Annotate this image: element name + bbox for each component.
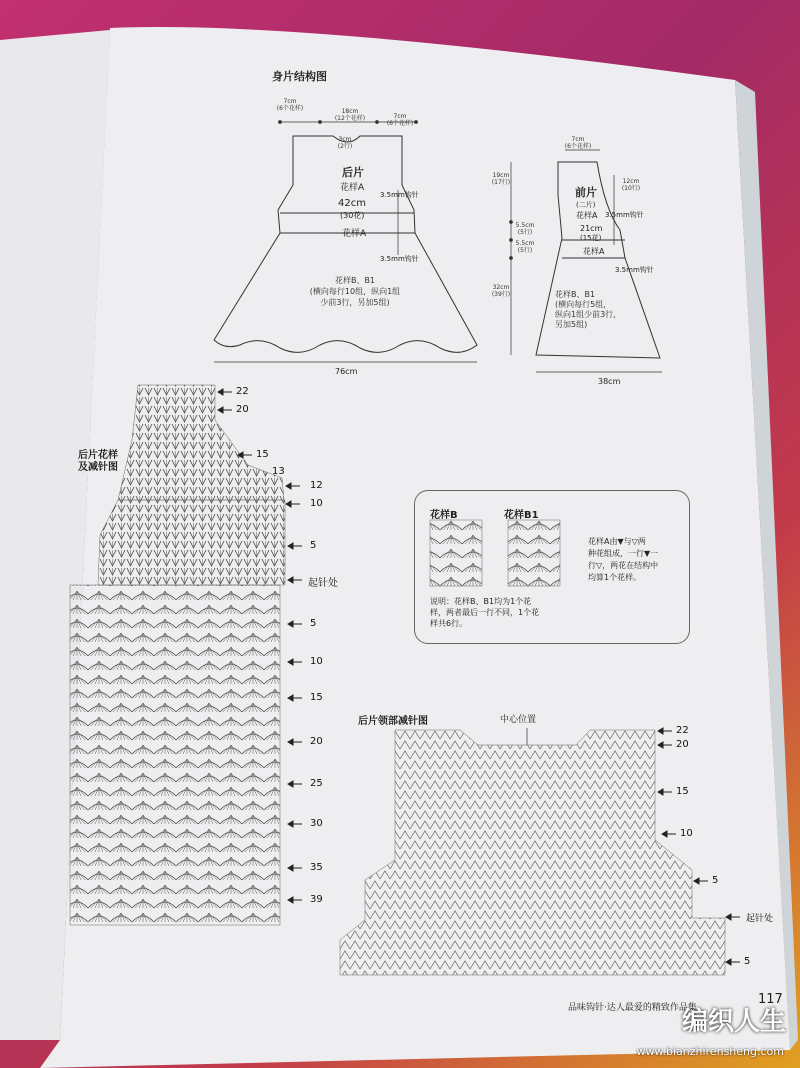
back-hook-bottom: 3.5mm钩针: [380, 255, 419, 263]
neck-row-label: 10: [680, 828, 693, 839]
back-hook-top: 3.5mm钩针: [380, 191, 419, 199]
front-hem-width: 38cm: [598, 377, 621, 386]
row-label: 起针处: [308, 578, 338, 589]
front-side-dim-4: 32cm (39行): [491, 284, 511, 298]
legend-note: 说明：花样B、B1均为1个花 样，两者最后一行不同，1个花 样共6行。: [430, 597, 540, 628]
back-skirt-text: 花样B、B1 (横向每行10组，纵向1组 少前3行，另加5组): [309, 276, 401, 307]
page-title: 身片结构图: [272, 70, 327, 83]
row-label: 20: [310, 736, 323, 747]
back-chart-title: 后片花样 及减针图: [78, 450, 118, 473]
back-pattern-a-bottom: 花样A: [342, 229, 367, 239]
back-pattern-a-top: 花样A: [340, 183, 365, 193]
neck-chart-title: 后片领部减针图: [358, 716, 428, 727]
front-pattern-a-top: 花样A: [576, 211, 598, 220]
neck-row-label: 20: [676, 739, 689, 750]
back-width-label: 42cm: [338, 198, 366, 209]
front-right-dim: 12cm (10行): [621, 178, 641, 192]
neck-row-label: 5: [712, 875, 719, 886]
row-label: 15: [310, 692, 323, 703]
row-label: 10: [310, 498, 323, 509]
pattern-a-note: 花样A由▼与▽两 种花组成，一行▼一 行▽，两花在结构中 均算1个花样。: [588, 537, 659, 582]
front-hook-top: 3.5mm钩针: [605, 211, 644, 219]
pattern-b1-label: 花样B1: [504, 510, 539, 521]
page-number: 117: [758, 992, 783, 1007]
front-piece-title: 前片: [575, 186, 597, 199]
row-label: 25: [310, 778, 323, 789]
front-side-dim-3: 5.5cm (5行): [515, 240, 535, 254]
back-width-sub: (30花): [340, 211, 365, 220]
front-width-sub: (15花): [580, 234, 602, 242]
watermark-url: www.bianzhirensheng.com: [636, 1045, 784, 1058]
back-top-dim-2: 18cm (12个花样): [334, 108, 366, 122]
neck-row-label: 22: [676, 725, 689, 736]
front-skirt-text: 花样B、B1 (横向每行5组， 纵向1组少前3行， 另加5组): [555, 290, 622, 329]
back-top-dim-1: 7cm (6个花样): [276, 98, 304, 112]
row-label: 12: [310, 480, 323, 491]
neck-row-label: 15: [676, 786, 689, 797]
watermark-logo: 编织人生: [681, 1007, 786, 1037]
row-label: 15: [256, 449, 269, 460]
pattern-b-label: 花样B: [430, 510, 458, 521]
neck-row-label: 5: [744, 956, 751, 967]
back-top-dim-3: 7cm (6个花样): [386, 113, 414, 127]
back-chart-yoke: [98, 500, 285, 585]
back-hem-width: 76cm: [335, 367, 358, 376]
back-neck-depth: 3cm (2行): [337, 136, 353, 150]
row-label: 13: [272, 466, 285, 477]
row-label: 22: [236, 386, 249, 397]
back-chart-skirt: [70, 585, 280, 925]
front-pattern-a-bottom: 花样A: [583, 247, 605, 256]
row-label: 5: [310, 618, 317, 629]
front-width-label: 21cm: [580, 224, 603, 233]
front-top-dim: 7cm (6个花样): [564, 136, 592, 150]
row-label: 5: [310, 540, 317, 551]
back-piece-title: 后片: [342, 166, 364, 179]
front-side-dim-1: 19cm (17行): [491, 172, 511, 186]
row-label: 39: [310, 894, 323, 905]
row-label: 20: [236, 404, 249, 415]
center-label: 中心位置: [500, 715, 537, 725]
row-label: 30: [310, 818, 323, 829]
front-hook-bottom: 3.5mm钩针: [615, 266, 654, 274]
front-side-dim-2: 5.5cm (5行): [515, 222, 535, 236]
neck-row-label: 起针处: [746, 914, 774, 924]
row-label: 10: [310, 656, 323, 667]
row-label: 35: [310, 862, 323, 873]
footer-text: 品味钩针·达人最爱的精致作品集: [568, 1003, 697, 1013]
front-subtitle: (二片): [576, 201, 596, 209]
